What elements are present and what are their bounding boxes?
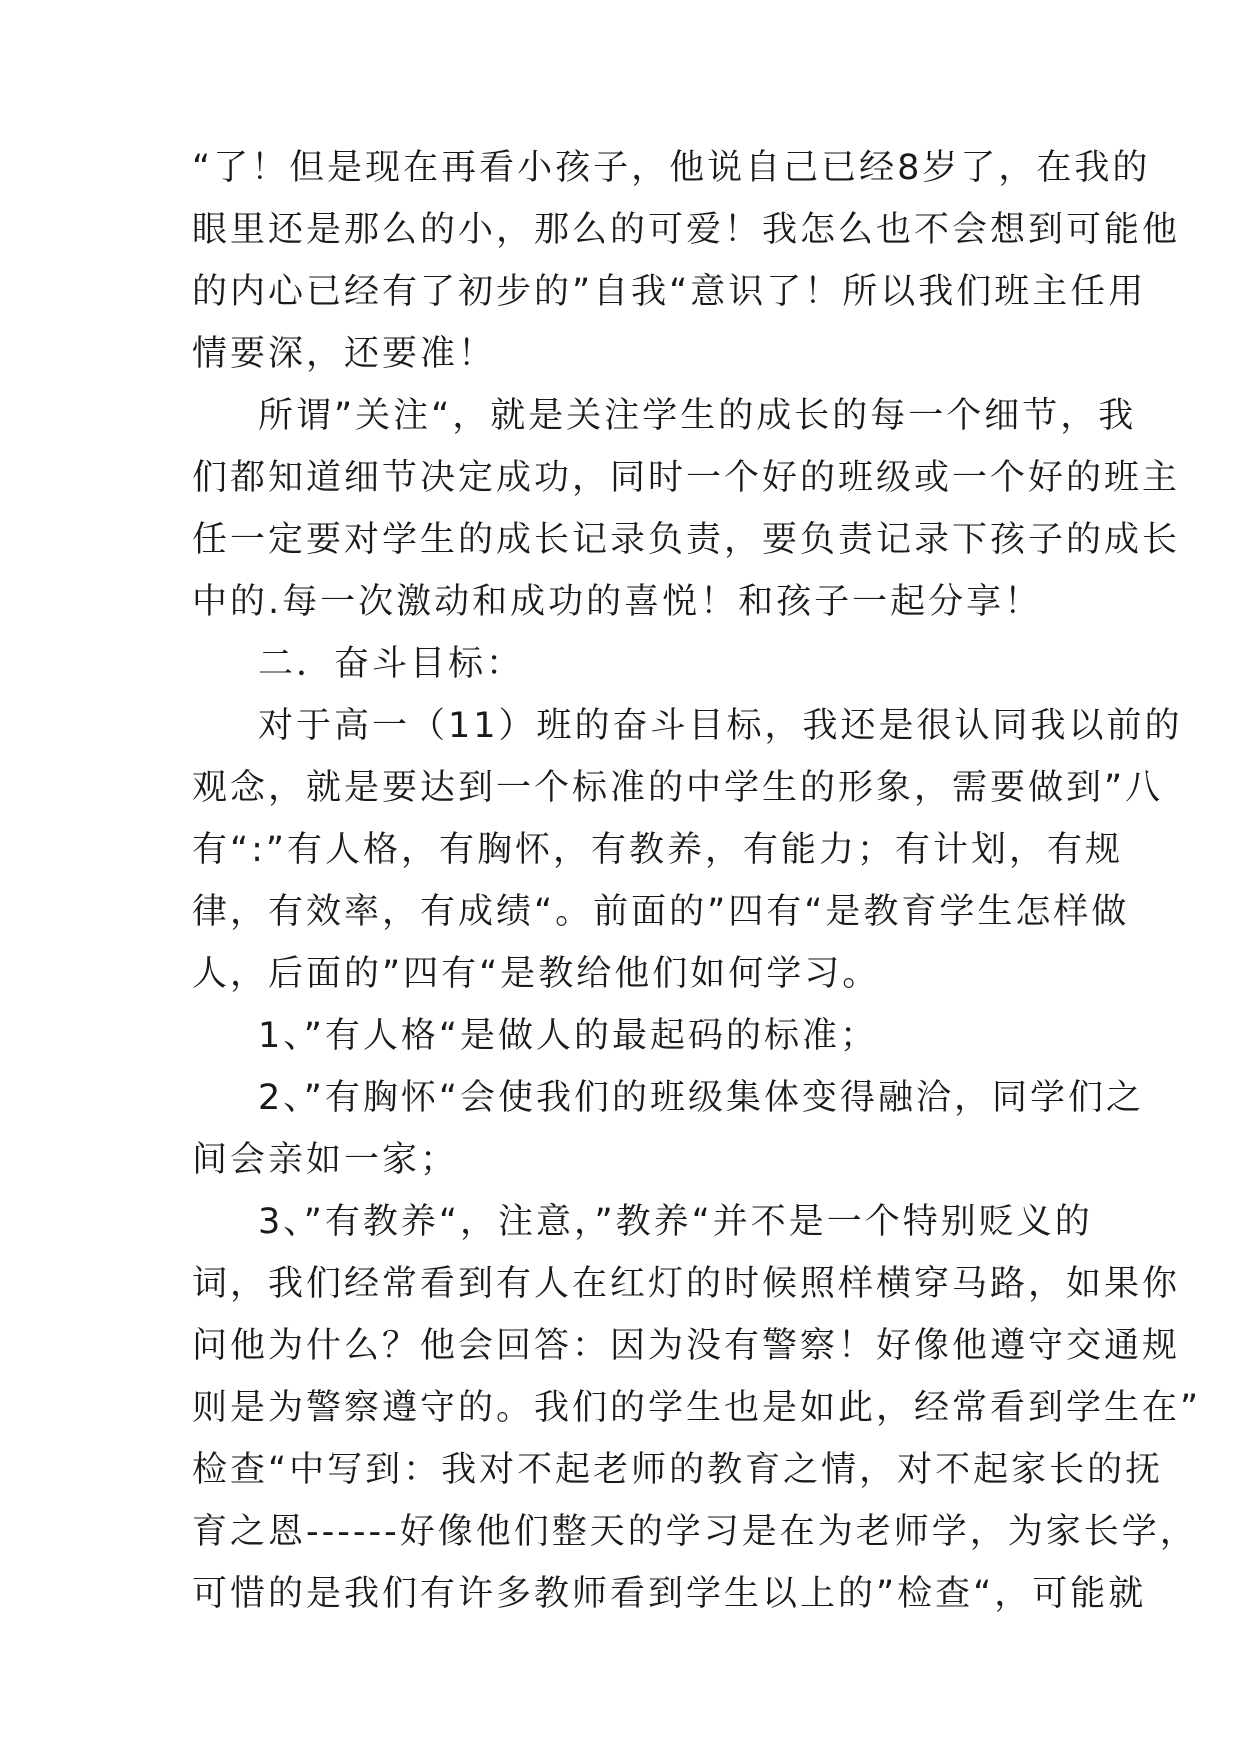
text-line-13: 律，有效率，有成绩“。前面的”四有“是教育学生怎样做	[192, 892, 1130, 932]
list-item-3: 3、”有教养“，注意，”教养“并不是一个特别贬义的	[258, 1202, 1093, 1242]
text-line-20: 问他为什么？他会回答：因为没有警察！好像他遵守交通规	[192, 1326, 1181, 1366]
text-line-12: 有“:”有人格，有胸怀，有教养，有能力；有计划，有规	[192, 830, 1124, 870]
text-line-19: 词，我们经常看到有人在红灯的时候照样横穿马路，如果你	[192, 1264, 1181, 1304]
text-line-7: 任一定要对学生的成长记录负责，要负责记录下孩子的成长	[192, 520, 1181, 560]
text-line-11: 观念，就是要达到一个标准的中学生的形象，需要做到”八	[192, 768, 1164, 808]
list-item-2: 2、”有胸怀“会使我们的班级集体变得融洽，同学们之	[258, 1078, 1145, 1118]
text-line-17: 间会亲如一家；	[192, 1140, 459, 1180]
text-line-10: 对于高一（11）班的奋斗目标，我还是很认同我以前的	[258, 706, 1183, 746]
text-line-23: 育之恩------好像他们整天的学习是在为老师学，为家长学，	[192, 1512, 1198, 1552]
text-line-5: 所谓”关注“，就是关注学生的成长的每一个细节，我	[258, 396, 1137, 436]
text-line-2: 眼里还是那么的小，那么的可爱！我怎么也不会想到可能他	[192, 210, 1181, 250]
text-line-24: 可惜的是我们有许多教师看到学生以上的”检查“，可能就	[192, 1574, 1147, 1614]
text-line-4: 情要深，还要准！	[192, 334, 497, 374]
text-line-14: 人，后面的”四有“是教给他们如何学习。	[192, 954, 881, 994]
section-heading: 二．奋斗目标：	[258, 644, 525, 684]
text-line-21: 则是为警察遵守的。我们的学生也是如此，经常看到学生在”	[192, 1388, 1202, 1428]
text-line-22: 检查“中写到：我对不起老师的教育之情，对不起家长的抚	[192, 1450, 1164, 1490]
text-line-3: 的内心已经有了初步的”自我“意识了！所以我们班主任用	[192, 272, 1147, 312]
text-line-8: 中的.每一次激动和成功的喜悦！和孩子一起分享！	[192, 582, 1043, 622]
text-line-1: “了！但是现在再看小孩子，他说自己已经8岁了，在我的	[192, 148, 1151, 188]
text-line-6: 们都知道细节决定成功，同时一个好的班级或一个好的班主	[192, 458, 1181, 498]
list-item-1: 1、”有人格“是做人的最起码的标准；	[258, 1016, 879, 1056]
